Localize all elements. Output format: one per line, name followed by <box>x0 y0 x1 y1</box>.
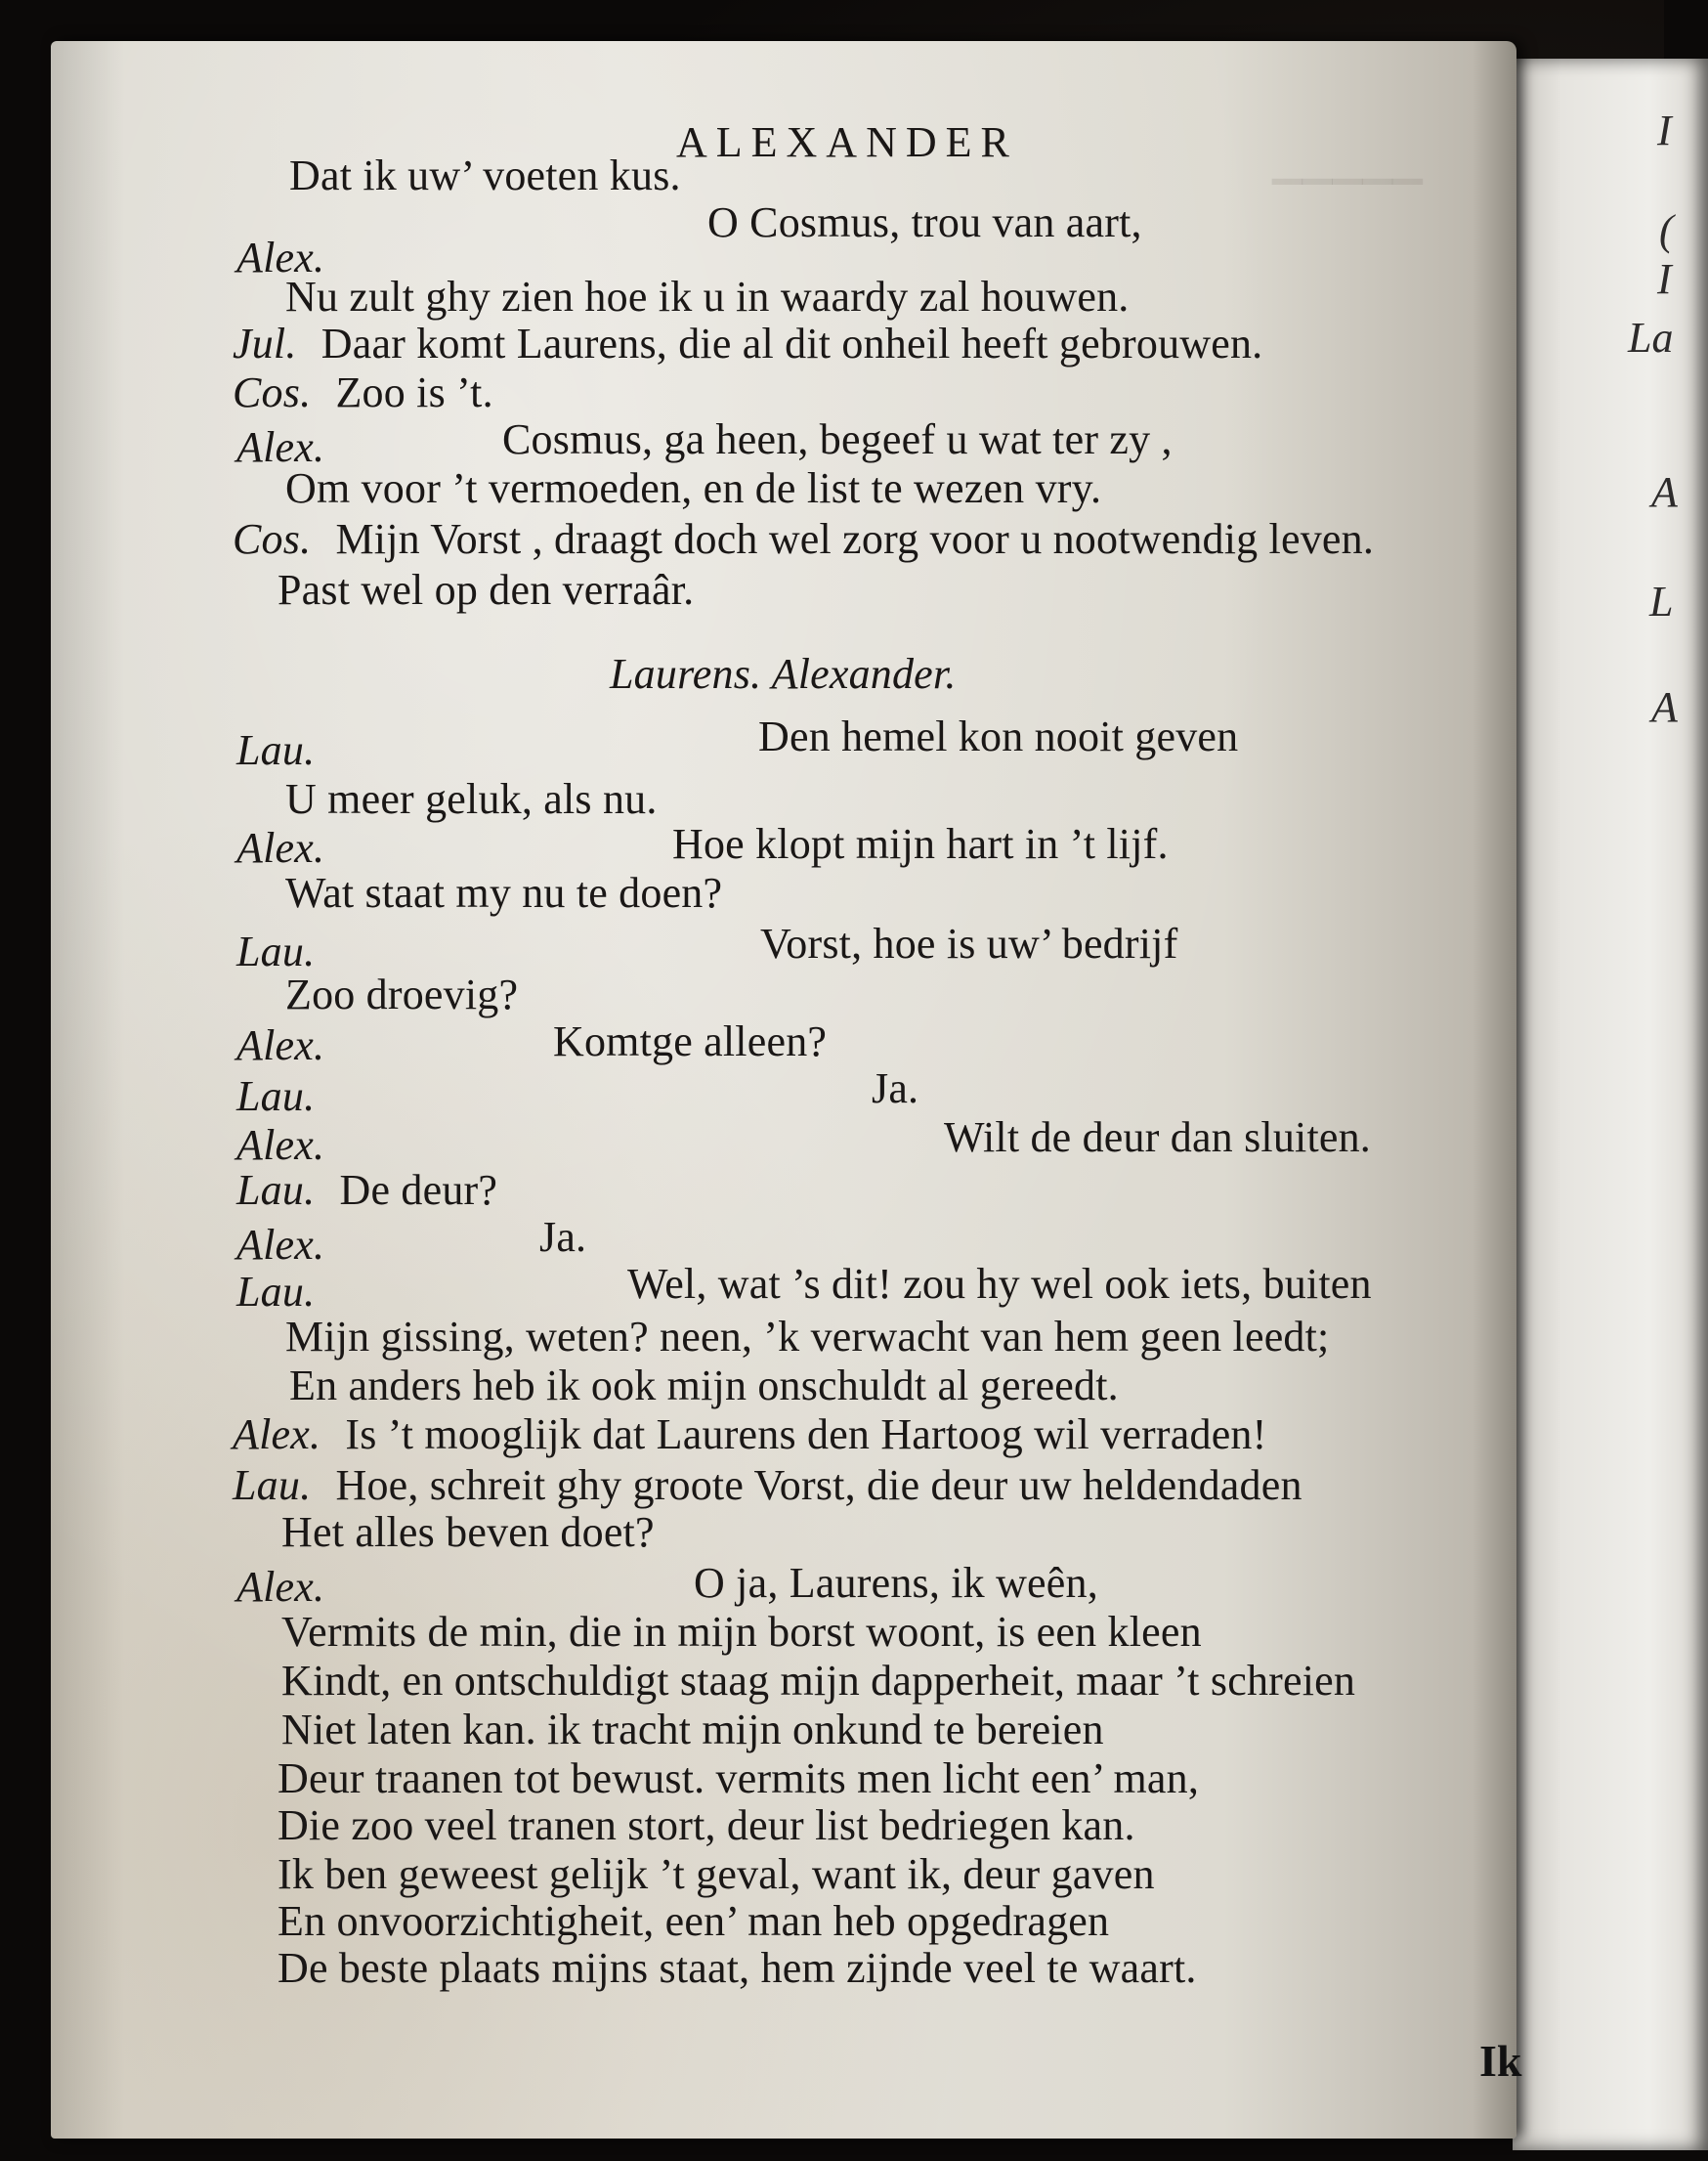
speaker-label: Lau. <box>236 726 316 774</box>
verse-line <box>233 1460 1302 1510</box>
verse-line <box>233 1409 1266 1459</box>
line-text: Wel, wat ’s dit! zou hy wel ook iets, buiten <box>627 1260 1372 1308</box>
line-text: Hoe klopt mijn hart in ’t lijf. <box>672 820 1169 868</box>
verse-line <box>285 1312 1329 1361</box>
facing-page-glyph: ( <box>1659 206 1674 254</box>
speaker-label: Alex. <box>236 1563 325 1611</box>
verse-line <box>281 1656 1355 1706</box>
speaker-label: Alex. <box>236 234 325 281</box>
verse-line <box>285 774 658 824</box>
verse-line <box>281 1607 1202 1657</box>
speaker-label: Cos. <box>233 368 312 416</box>
verse-line <box>285 463 1101 513</box>
line-text: Past wel op den verraâr. <box>278 566 695 614</box>
line-text: Deur traanen tot bewust. vermits men licht een’ man, <box>278 1754 1200 1802</box>
facing-page-glyph: A <box>1651 468 1678 516</box>
bleed-through: ▁▁▁▁▁ <box>1272 140 1423 184</box>
line-text: U meer geluk, als nu. <box>285 775 658 823</box>
line-text: Ja. <box>539 1213 587 1261</box>
line-text: Om voor ’t vermoeden, en de list te wezen vry. <box>285 464 1102 512</box>
verse-line <box>278 1896 1109 1946</box>
verse-line <box>289 1361 1119 1410</box>
line-text: Dat ik uw’ voeten kus. <box>289 151 681 199</box>
line-text: De deur? <box>339 1166 498 1214</box>
line-text: Zoo is ’t. <box>335 368 493 416</box>
line-text: Mijn Vorst , draagt doch wel zorg voor u nootwendig leven. <box>335 515 1375 563</box>
line-text: Kindt, en ontschuldigt staag mijn dapperheit, maar ’t schreien <box>281 1657 1356 1705</box>
verse-line <box>694 1558 1098 1608</box>
line-text: Nu zult ghy zien hoe ik u in waardy zal houwen. <box>285 273 1130 321</box>
verse-line <box>233 319 1262 368</box>
scene-heading: Laurens. Alexander. <box>610 650 957 698</box>
verse-line <box>281 1507 655 1557</box>
line-text: Het alles beven doet? <box>281 1508 655 1556</box>
line-text: En anders heb ik ook mijn onschuldt al gereedt. <box>289 1361 1119 1409</box>
verse-line <box>872 1063 918 1113</box>
speaker-label: Cos. <box>233 515 312 563</box>
line-text: Daar komt Laurens, die al dit onheil heeft gebrouwen. <box>320 320 1263 367</box>
facing-page-glyph: I <box>1657 255 1672 303</box>
verse-line <box>627 1259 1372 1309</box>
speaker-label: Alex. <box>236 824 325 872</box>
line-text: Hoe, schreit ghy groote Vorst, die deur uw heldendaden <box>335 1461 1302 1509</box>
facing-page-glyph: A <box>1651 683 1678 731</box>
verse-line <box>233 514 1374 564</box>
book-page <box>51 41 1522 2139</box>
line-text: Niet laten kan. ik tracht mijn onkund te bereien <box>281 1706 1104 1753</box>
speaker-label: Alex. <box>236 1121 325 1169</box>
verse-line <box>672 819 1169 869</box>
facing-page-glyph: I <box>1657 107 1672 154</box>
verse-line <box>278 1753 1199 1803</box>
speaker-label: Alex. <box>236 1021 325 1069</box>
verse-line <box>285 970 518 1019</box>
line-text: O Cosmus, trou van aart, <box>707 198 1142 246</box>
verse-line <box>236 1165 497 1215</box>
verse-line <box>278 1800 1135 1850</box>
verse-line <box>285 868 722 918</box>
verse-line <box>289 151 681 200</box>
verse-line <box>278 1943 1197 1993</box>
speaker-label: Alex. <box>236 423 325 471</box>
line-text: Ik ben geweest gelijk ’t geval, want ik, deur gaven <box>278 1850 1155 1898</box>
line-text: Vorst, hoe is uw’ bedrijf <box>760 920 1178 968</box>
speaker-label: Lau. <box>236 1268 316 1316</box>
line-text: Zoo droevig? <box>285 971 519 1018</box>
line-text: Ja. <box>872 1064 919 1112</box>
verse-line <box>707 197 1142 247</box>
line-text: Den hemel kon nooit geven <box>758 713 1239 760</box>
verse-line <box>758 712 1238 761</box>
line-text: Is ’t mooglijk dat Laurens den Hartoog wil verraden! <box>345 1410 1267 1458</box>
line-text: Wat staat my nu te doen? <box>285 869 723 917</box>
speaker-label: Lau. <box>236 1072 316 1120</box>
speaker-label: Alex. <box>236 1221 325 1269</box>
verse-line <box>944 1112 1371 1162</box>
line-text: En onvoorzichtigheit, een’ man heb opgedragen <box>278 1897 1110 1945</box>
line-text: Cosmus, ga heen, begeef u wat ter zy , <box>502 415 1173 463</box>
facing-page-glyph: L <box>1649 578 1674 626</box>
line-text: De beste plaats mijns staat, hem zijnde veel te waart. <box>278 1944 1197 1992</box>
verse-line <box>760 919 1177 969</box>
verse-line <box>285 272 1130 322</box>
verse-line <box>502 414 1173 464</box>
running-head: ALEXANDER <box>676 118 1018 166</box>
line-text: Komtge alleen? <box>553 1017 828 1065</box>
line-text: Die zoo veel tranen stort, deur list bedriegen kan. <box>278 1801 1135 1849</box>
speaker-label: Jul. <box>233 320 297 367</box>
speaker-label: Lau. <box>236 1166 316 1214</box>
line-text: O ja, Laurens, ik weên, <box>694 1559 1098 1607</box>
speaker-label: Lau. <box>233 1461 312 1509</box>
verse-line <box>539 1212 586 1262</box>
verse-line <box>553 1016 827 1066</box>
line-text: Vermits de min, die in mijn borst woont, is een kleen <box>281 1608 1202 1656</box>
facing-page-glyph: La <box>1628 314 1674 362</box>
line-text: Wilt de deur dan sluiten. <box>944 1113 1372 1161</box>
verse-line <box>278 565 694 615</box>
speaker-label: Alex. <box>233 1410 321 1458</box>
speaker-label: Lau. <box>236 928 316 975</box>
catchword: Ik <box>1479 2036 1522 2086</box>
line-text: Mijn gissing, weten? neen, ’k verwacht van hem geen leedt; <box>285 1313 1330 1361</box>
verse-line <box>278 1849 1155 1899</box>
verse-line <box>281 1705 1104 1754</box>
verse-line <box>233 367 493 417</box>
facing-page <box>1513 59 1708 2150</box>
